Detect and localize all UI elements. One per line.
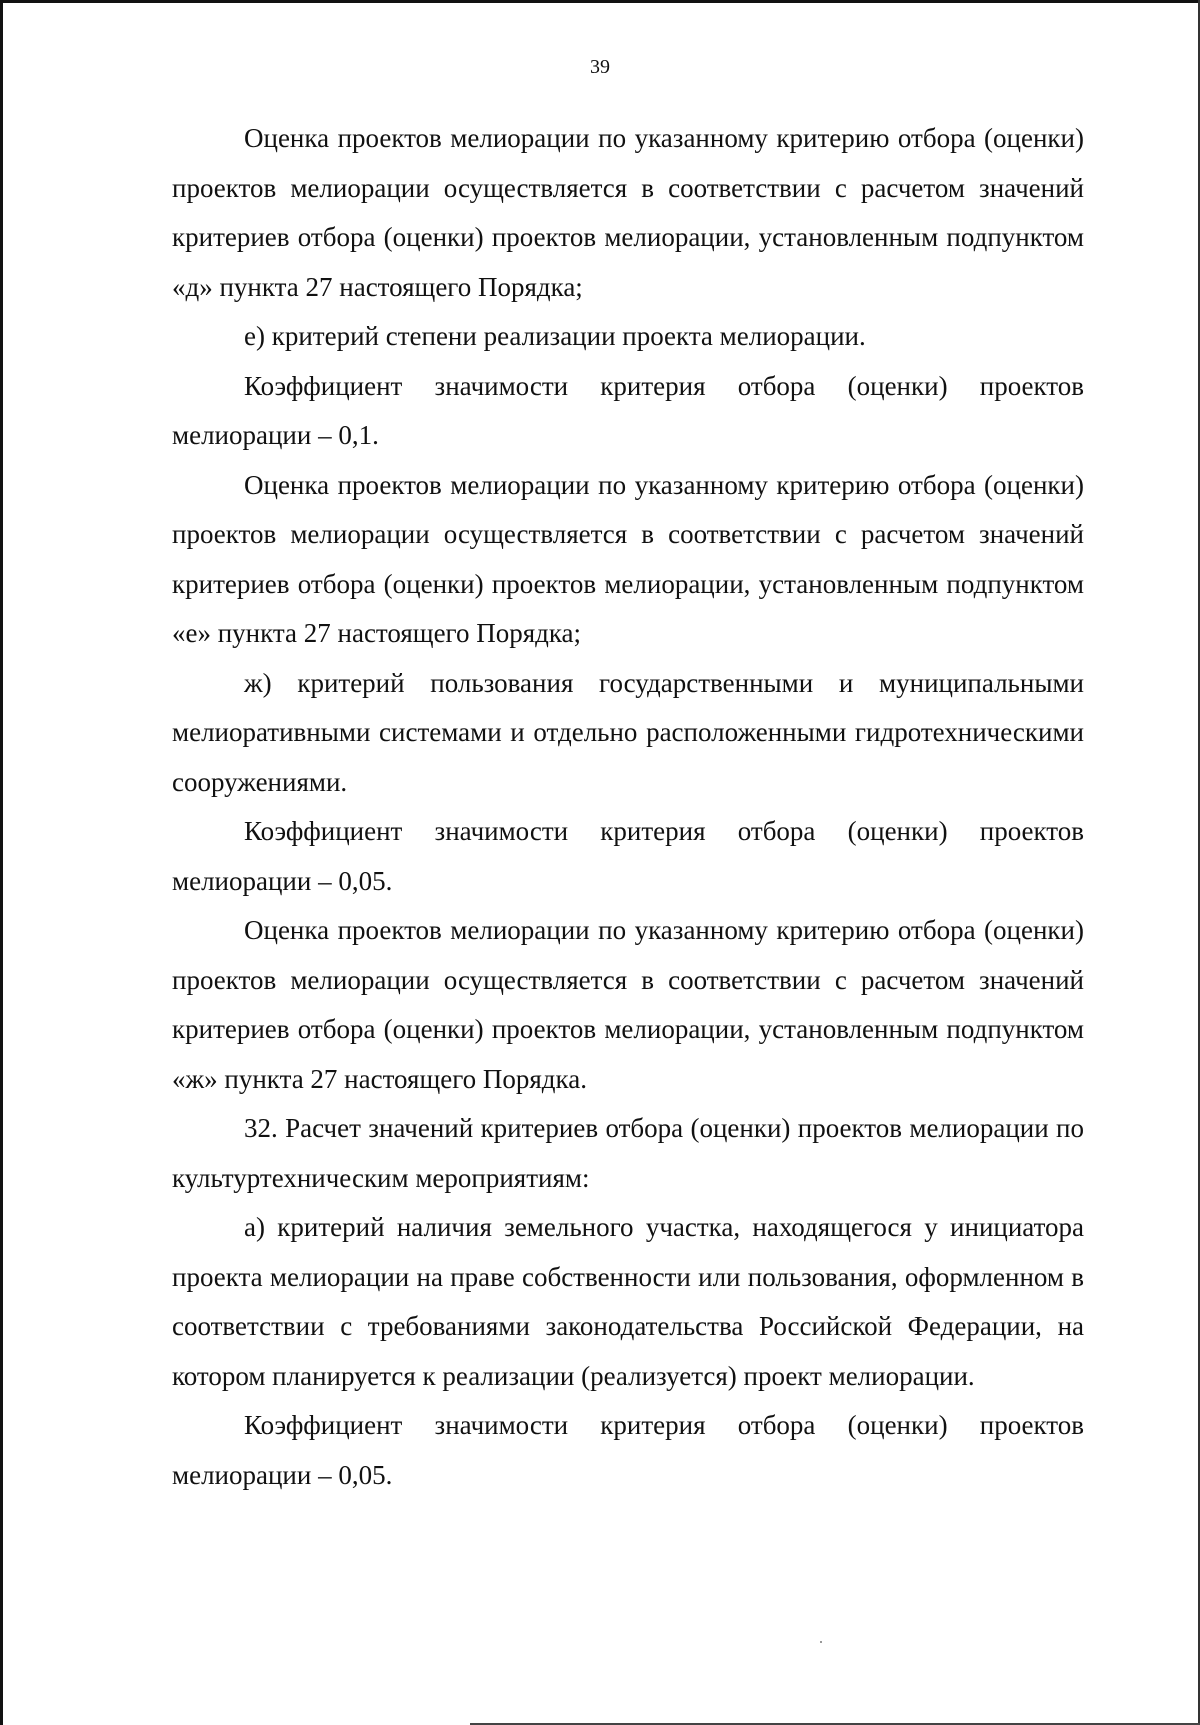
paragraph: Оценка проектов мелиорации по указанному критерию отбора (оценки) проектов мелиорации осуществляется в соответствии с расчетом значений критериев отбора (оценки) проектов мелиорации, установленным подпунктом «д» пункта 27 настоящего Порядка; bbox=[172, 123, 1084, 302]
paragraph: ж) критерий пользования государственными и муниципальными мелиоративными системами и отдельно расположенными гидротехническими сооружениями. bbox=[172, 667, 1084, 797]
document-body bbox=[172, 114, 1084, 1500]
paragraph: Коэффициент значимости критерия отбора (оценки) проектов мелиорации – 0,05. bbox=[172, 1410, 1084, 1490]
paragraph: Коэффициент значимости критерия отбора (оценки) проектов мелиорации – 0,1. bbox=[172, 370, 1084, 450]
scan-border-top bbox=[0, 0, 1200, 3]
paragraph: е) критерий степени реализации проекта мелиорации. bbox=[244, 321, 866, 351]
paragraph: Коэффициент значимости критерия отбора (оценки) проектов мелиорации – 0,05. bbox=[172, 816, 1084, 896]
scan-speck bbox=[820, 1641, 822, 1643]
page-number: 39 bbox=[590, 56, 610, 78]
paragraph: Оценка проектов мелиорации по указанному критерию отбора (оценки) проектов мелиорации осуществляется в соответствии с расчетом значений критериев отбора (оценки) проектов мелиорации, установленным подпунктом «е» пункта 27 настоящего Порядка; bbox=[172, 469, 1084, 648]
paragraph: 32. Расчет значений критериев отбора (оценки) проектов мелиорации по культуртехническим мероприятиям: bbox=[172, 1113, 1084, 1193]
paragraph: а) критерий наличия земельного участка, находящегося у инициатора проекта мелиорации на праве собственности или пользования, оформленном в соответствии с требованиями законодательства Российской Федерации, на котором планируется к реализации (реализуется) проект мелиорации. bbox=[172, 1212, 1084, 1391]
paragraph: Оценка проектов мелиорации по указанному критерию отбора (оценки) проектов мелиорации осуществляется в соответствии с расчетом значений критериев отбора (оценки) проектов мелиорации, установленным подпунктом «ж» пункта 27 настоящего Порядка. bbox=[172, 915, 1084, 1094]
scan-border-left bbox=[0, 0, 3, 1725]
